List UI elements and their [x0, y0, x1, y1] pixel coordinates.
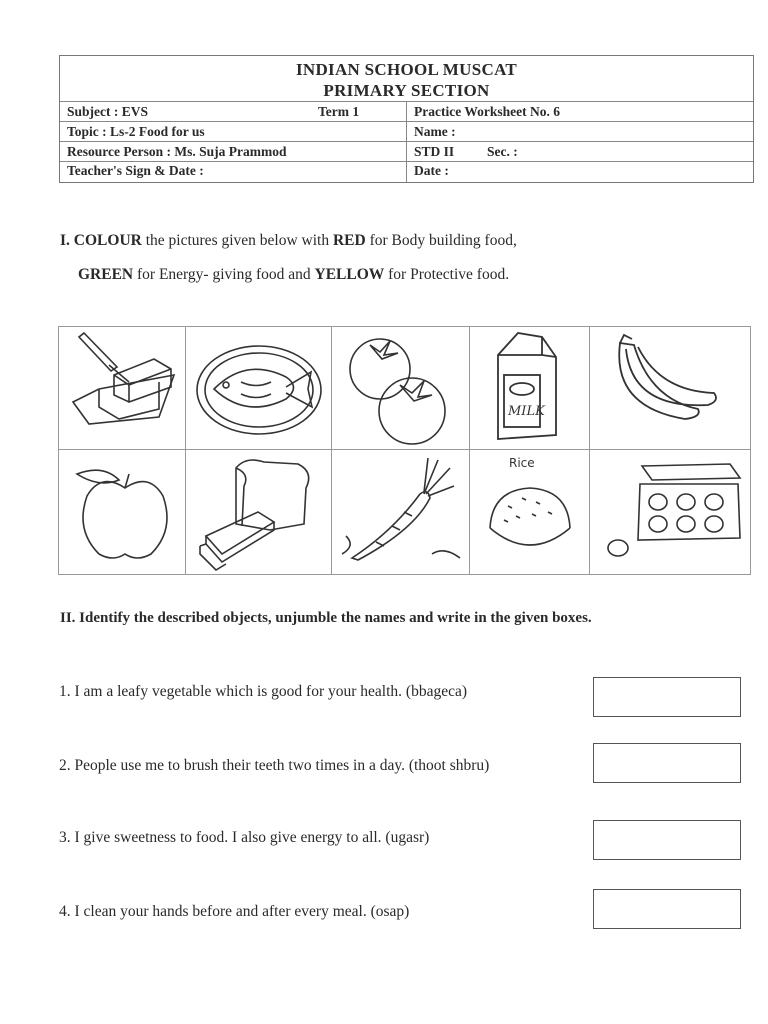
milk-label: MILK	[508, 404, 545, 419]
question-2-item-3: 3. I give sweetness to food. I also give energy to all. (ugasr)	[59, 829, 430, 846]
picture-cell-fish[interactable]	[186, 327, 332, 450]
q1-text: for Body building food,	[365, 232, 517, 249]
topic-field: Topic : Ls-2 Food for us	[67, 124, 205, 139]
q1-text: for Protective food.	[384, 266, 510, 283]
picture-cell-tomato[interactable]	[332, 327, 470, 450]
picture-cell-banana[interactable]	[590, 327, 750, 450]
q1-numeral: I.	[60, 232, 70, 249]
header-titles	[60, 56, 753, 101]
question-2-item-4: 4. I clean your hands before and after every meal. (osap)	[59, 903, 410, 920]
answer-box-4[interactable]	[593, 889, 741, 929]
q1-text: for Energy- giving food and	[133, 266, 315, 283]
question-1-line-2	[78, 266, 509, 284]
column-divider	[406, 101, 407, 182]
picture-cell-rice[interactable]	[470, 450, 590, 574]
milk-carton-icon	[470, 327, 590, 450]
q1-red-word: RED	[332, 232, 366, 249]
q1-colour-word: COLOUR	[73, 232, 142, 249]
worksheet-number: Practice Worksheet No. 6	[414, 104, 560, 119]
resource-person-field: Resource Person : Ms. Suja Prammod	[67, 144, 287, 159]
question-2-title: II. Identify the described objects, unjumble the names and write in the given boxes.	[60, 610, 592, 626]
carrot-icon	[332, 450, 470, 574]
answer-box-2[interactable]	[593, 743, 741, 783]
date-field[interactable]: Date :	[414, 163, 449, 178]
question-2-item-1: 1. I am a leafy vegetable which is good for your health. (bbageca)	[59, 683, 468, 700]
section-name: PRIMARY SECTION	[323, 81, 490, 100]
rice-label: Rice	[509, 456, 535, 470]
tomato-icon	[332, 327, 470, 450]
picture-cell-bread[interactable]	[186, 450, 332, 574]
worksheet-header	[59, 55, 754, 183]
teacher-sign-field[interactable]: Teacher's Sign & Date :	[67, 163, 204, 178]
picture-cell-carrot[interactable]	[332, 450, 470, 574]
butter-icon	[59, 327, 186, 450]
picture-cell-eggs[interactable]	[590, 450, 750, 574]
term-field: Term 1	[318, 104, 360, 119]
picture-cell-milk[interactable]	[470, 327, 590, 450]
school-name: INDIAN SCHOOL MUSCAT	[295, 60, 518, 79]
rice-bowl-icon	[470, 450, 590, 574]
question-2-item-2: 2. People use me to brush their teeth two times in a day. (thoot shbru)	[59, 757, 490, 774]
q1-yellow-word: YELLOW	[314, 266, 385, 283]
question-1-line-1	[60, 232, 517, 250]
sec-field[interactable]: Sec. :	[487, 144, 518, 159]
q1-green-word: GREEN	[78, 266, 134, 283]
fish-icon	[186, 327, 332, 450]
picture-cell-butter[interactable]	[59, 327, 186, 450]
q1-text: the pictures given below with	[141, 232, 333, 249]
food-picture-grid	[58, 326, 751, 575]
std-field: STD II	[414, 144, 455, 159]
banana-icon	[590, 327, 750, 450]
picture-cell-apple[interactable]	[59, 450, 186, 574]
answer-box-3[interactable]	[593, 820, 741, 860]
answer-box-1[interactable]	[593, 677, 741, 717]
subject-field: Subject : EVS	[67, 104, 149, 119]
eggs-icon	[590, 450, 750, 574]
apple-icon	[59, 450, 186, 574]
bread-icon	[186, 450, 332, 574]
name-field[interactable]: Name :	[414, 124, 456, 139]
